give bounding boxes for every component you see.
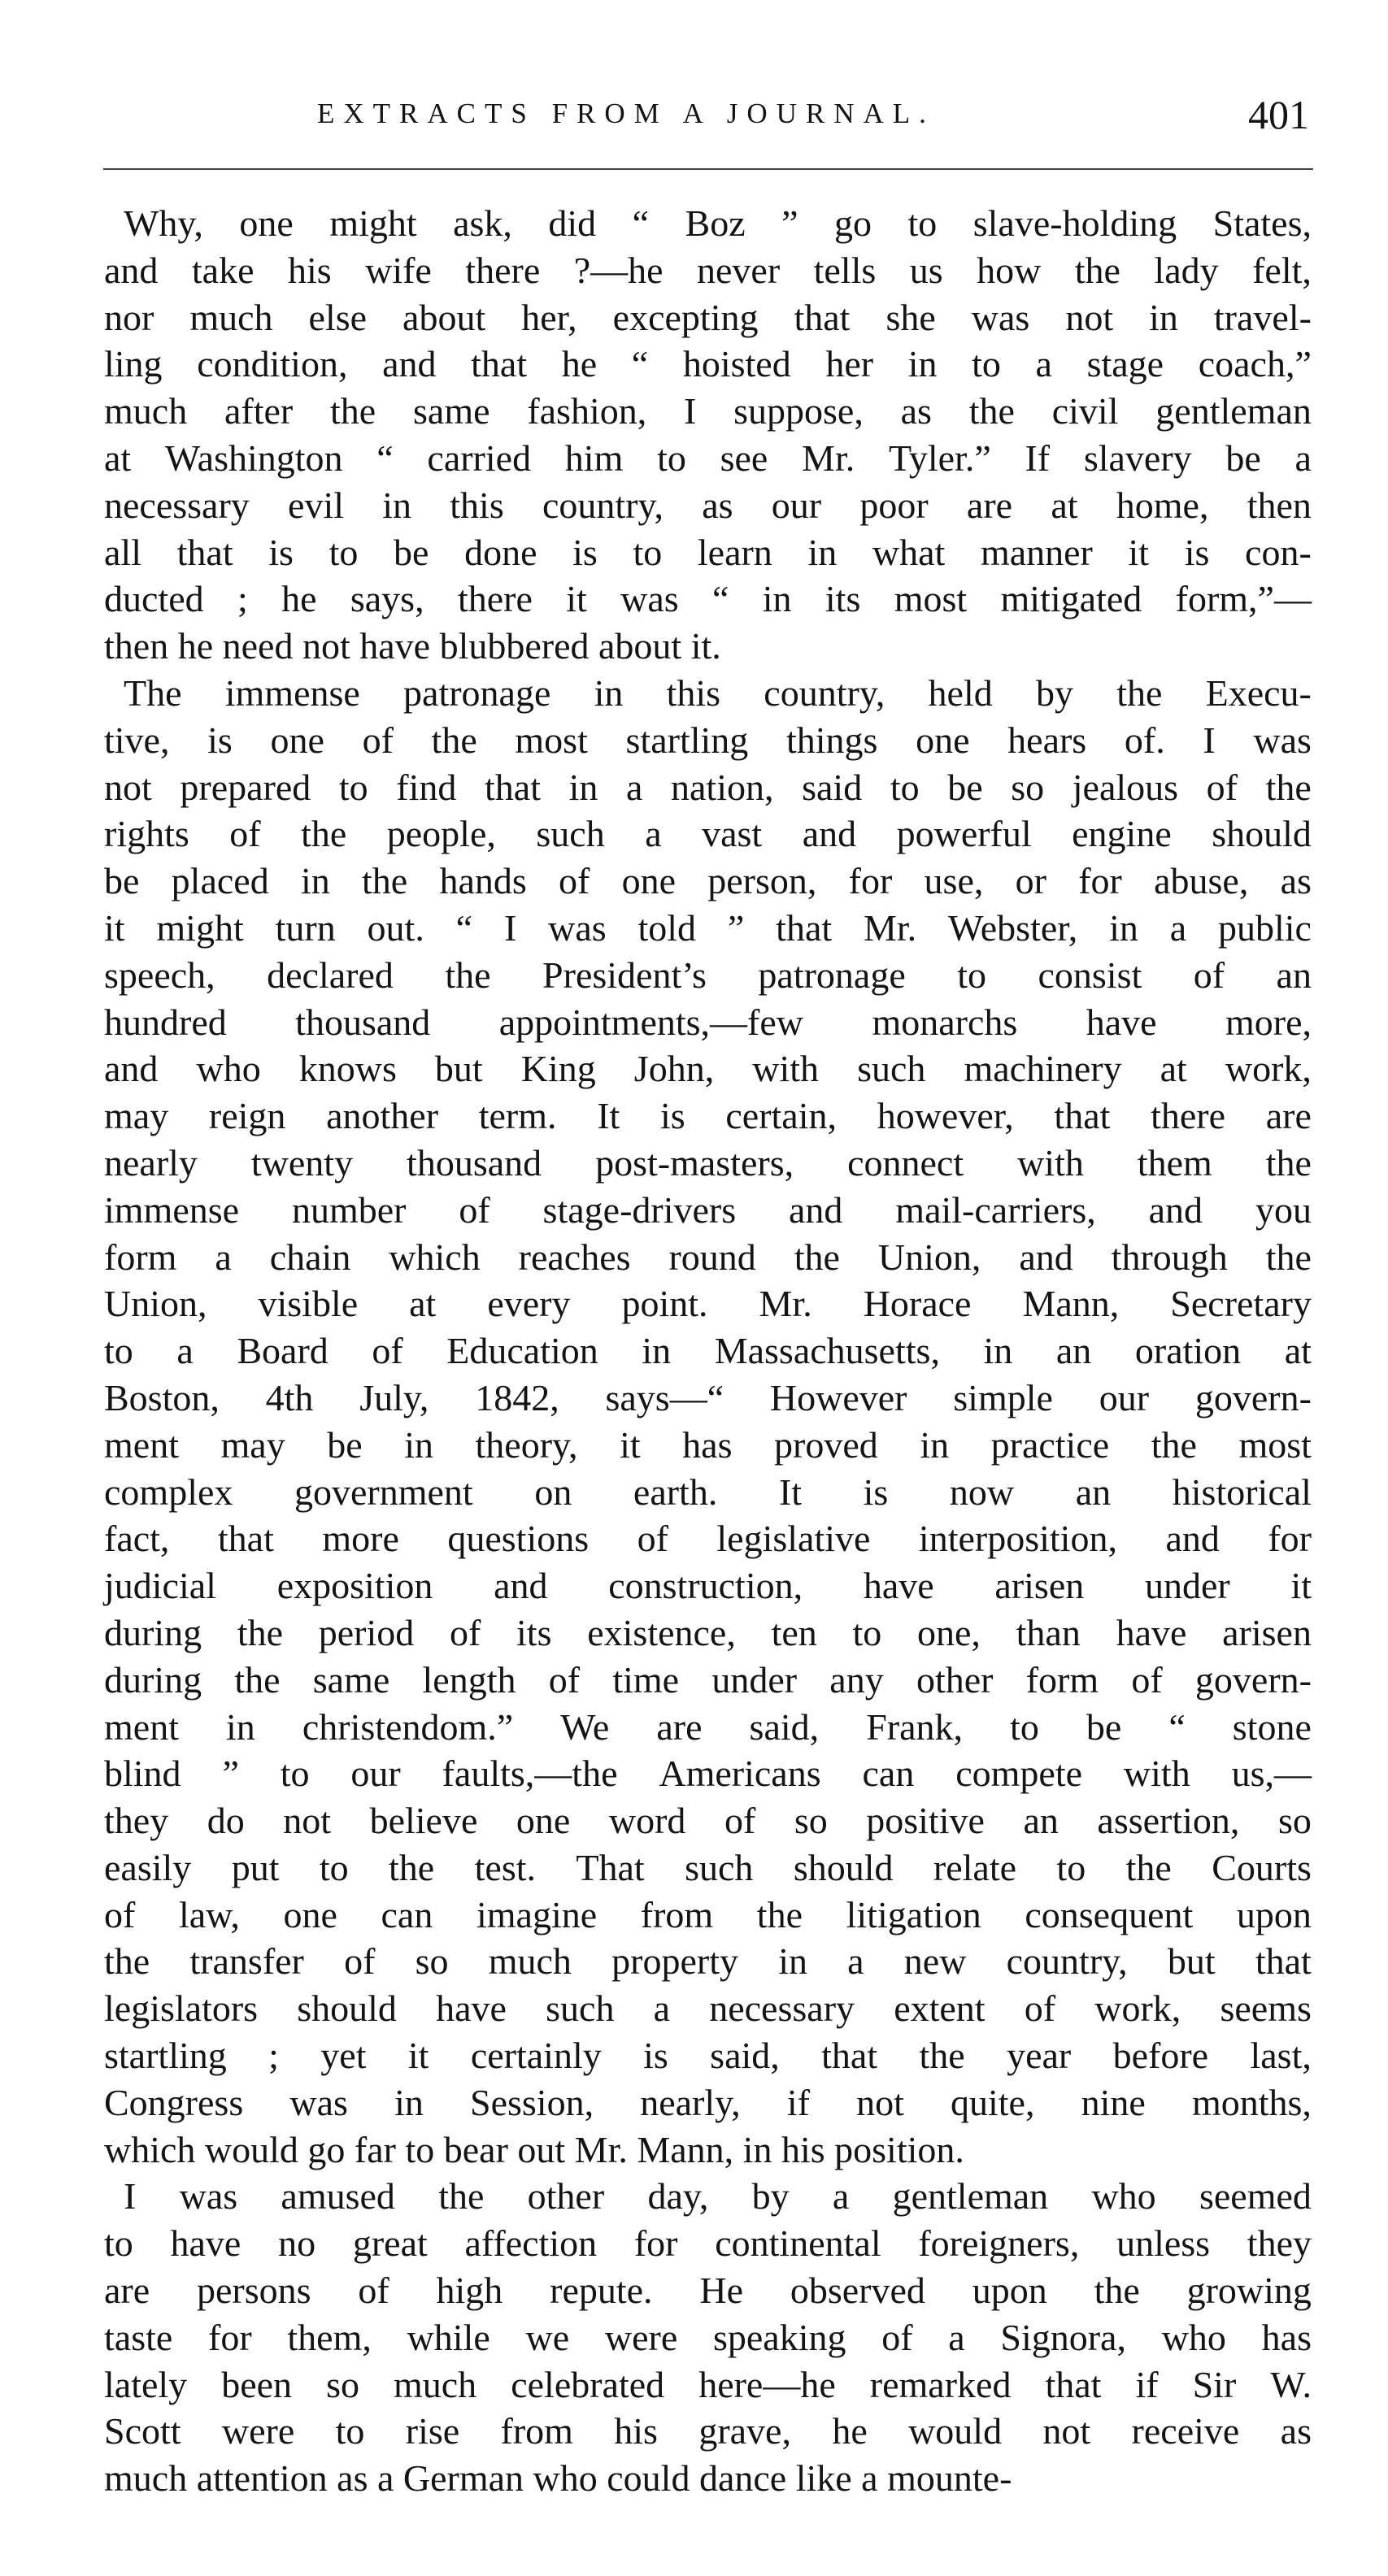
text-line: legislators should have such a necessary extent of work, seems	[104, 1987, 1312, 2030]
text-line: are persons of high repute. He observed upon the growing	[104, 2270, 1312, 2312]
text-line: during the same length of time under any other form of govern-	[104, 1658, 1312, 1701]
text-line: I was amused the other day, by a gentleman who seemed	[124, 2175, 1312, 2218]
text-line: Boston, 4th July, 1842, says—“ However simple our govern-	[104, 1376, 1312, 1418]
text-line: it might turn out. “ I was told ” that Mr. Webster, in a public	[104, 906, 1312, 949]
text-line: be placed in the hands of one person, for use, or for abuse, as	[104, 860, 1312, 902]
text-line: Why, one might ask, did “ Boz ” go to slave-holding States,	[124, 202, 1312, 244]
paragraph-2	[104, 670, 1312, 2174]
text-line: all that is to be done is to learn in what manner it is con-	[104, 531, 1312, 573]
text-line: they do not believe one word of so positive an assertion, so	[104, 1800, 1312, 1842]
text-line: ducted ; he says, there it was “ in its most mitigated form,”—	[104, 578, 1312, 620]
text-line: much after the same fashion, I suppose, as the civil gentleman	[104, 390, 1312, 432]
text-line: the transfer of so much property in a new country, but that	[104, 1940, 1312, 1983]
text-line: during the period of its existence, ten to one, than have arisen	[104, 1611, 1312, 1653]
text-line: blind ” to our faults,—the Americans can compete with us,—	[104, 1753, 1312, 1795]
text-line: ling condition, and that he “ hoisted her in to a stage coach,”	[104, 343, 1312, 385]
text-line: Scott were to rise from his grave, he would not receive as	[104, 2410, 1312, 2452]
paragraph-1	[104, 200, 1312, 670]
body-text	[104, 200, 1312, 2502]
text-line: not prepared to find that in a nation, said to be so jealous of the	[104, 766, 1312, 808]
text-line: much attention as a German who could dance like a mounte-	[104, 2457, 1012, 2500]
text-line: easily put to the test. That such should relate to the Courts	[104, 1846, 1312, 1888]
text-line: ment in christendom.” We are said, Frank, to be “ stone	[104, 1705, 1312, 1748]
text-line: hundred thousand appointments,—few monarchs have more,	[104, 1001, 1312, 1043]
text-line: lately been so much celebrated here—he remarked that if Sir W.	[104, 2363, 1312, 2405]
text-line: to a Board of Education in Massachusetts, in an oration at	[104, 1330, 1312, 1372]
text-line: at Washington “ carried him to see Mr. Tyler.” If slavery be a	[104, 437, 1312, 479]
running-head	[106, 91, 1309, 148]
text-line: immense number of stage-drivers and mail-carriers, and you	[104, 1188, 1312, 1231]
text-line: rights of the people, such a vast and powerful engine should	[104, 813, 1312, 855]
text-line: and who knows but King John, with such machinery at work,	[104, 1048, 1312, 1090]
text-line: then he need not have blubbered about it.	[104, 625, 721, 667]
running-title: EXTRACTS FROM A JOURNAL.	[317, 98, 935, 129]
text-line: The immense patronage in this country, held by the Execu-	[124, 671, 1312, 714]
text-line: may reign another term. It is certain, however, that there are	[104, 1095, 1312, 1137]
text-line: tive, is one of the most startling things one hears of. I was	[104, 719, 1312, 761]
text-line: ment may be in theory, it has proved in practice the most	[104, 1423, 1312, 1466]
text-line: which would go far to bear out Mr. Mann, in his position.	[104, 2128, 964, 2170]
text-line: complex government on earth. It is now an historical	[104, 1470, 1312, 1513]
text-line: startling ; yet it certainly is said, that the year before last,	[104, 2035, 1312, 2077]
text-line: nor much else about her, excepting that she was not in travel-	[104, 296, 1312, 338]
text-line: of law, one can imagine from the litigation consequent upon	[104, 1893, 1312, 1935]
text-line: fact, that more questions of legislative interposition, and for	[104, 1518, 1312, 1560]
text-line: and take his wife there ?—he never tells us how the lady felt,	[104, 249, 1312, 291]
text-line: to have no great affection for continental foreigners, unless they	[104, 2222, 1312, 2265]
text-line: judicial exposition and construction, have arisen under it	[104, 1565, 1312, 1607]
page-number: 401	[1248, 92, 1309, 137]
text-line: form a chain which reaches round the Union, and through the	[104, 1236, 1312, 1278]
text-line: nearly twenty thousand post-masters, connect with them the	[104, 1141, 1312, 1184]
text-line: necessary evil in this country, as our poor are at home, then	[104, 484, 1312, 526]
text-line: taste for them, while we were speaking of a Signora, who has	[104, 2316, 1312, 2358]
header-rule	[103, 168, 1313, 170]
text-line: Union, visible at every point. Mr. Horace Mann, Secretary	[104, 1283, 1312, 1325]
paragraph-3	[104, 2173, 1312, 2502]
text-line: Congress was in Session, nearly, if not quite, nine months,	[104, 2081, 1312, 2123]
text-line: speech, declared the President’s patronage to consist of an	[104, 954, 1312, 996]
